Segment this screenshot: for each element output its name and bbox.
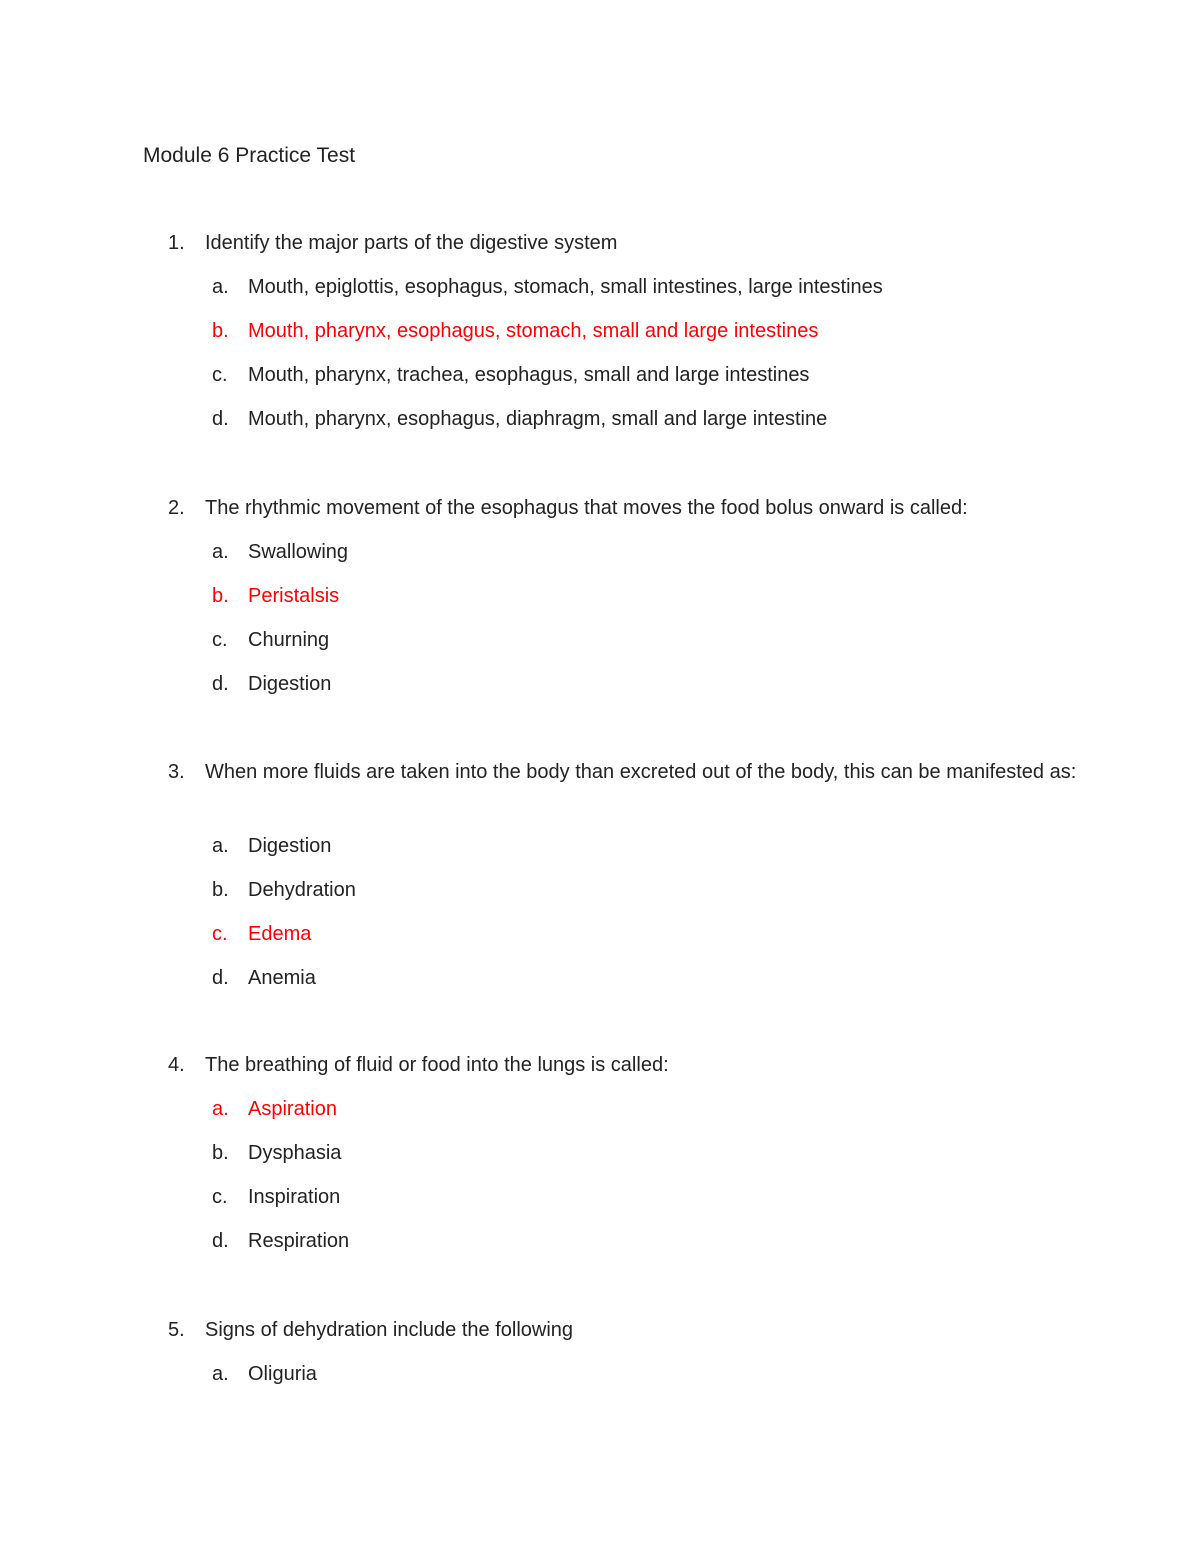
answer-option: [0, 1360, 1200, 1404]
answer-option: [0, 405, 1200, 449]
option-text: Mouth, epiglottis, esophagus, stomach, small intestines, large intestines: [248, 276, 883, 298]
answer-option: [0, 1227, 1200, 1271]
answer-option: [0, 538, 1200, 582]
option-text: Mouth, pharynx, trachea, esophagus, small and large intestines: [248, 364, 810, 386]
option-letter: d.: [212, 408, 229, 430]
answer-option-correct: [0, 1095, 1200, 1139]
question-4: [0, 1051, 1200, 1271]
question-number: 5.: [168, 1319, 185, 1341]
question-3: [0, 758, 1200, 1008]
question-text: Signs of dehydration include the following: [205, 1319, 574, 1341]
question-number: 1.: [168, 232, 185, 254]
answer-option: [0, 670, 1200, 714]
option-text: Inspiration: [248, 1186, 341, 1208]
question-text: Identify the major parts of the digestive system: [205, 232, 618, 254]
option-letter: b.: [212, 879, 229, 901]
option-letter: d.: [212, 967, 229, 989]
option-letter: b.: [212, 585, 229, 607]
answer-option: [0, 1139, 1200, 1183]
option-letter: b.: [212, 320, 229, 342]
answer-option: [0, 964, 1200, 1008]
option-letter: c.: [212, 923, 228, 945]
option-text: Edema: [248, 923, 312, 945]
option-text: Digestion: [248, 673, 332, 695]
answer-option: [0, 361, 1200, 405]
option-letter: a.: [212, 1363, 229, 1385]
option-text: Dysphasia: [248, 1142, 342, 1164]
answer-option-correct: [0, 582, 1200, 626]
option-text: Swallowing: [248, 541, 349, 563]
answer-option-correct: [0, 317, 1200, 361]
answer-option: [0, 626, 1200, 670]
option-text: Respiration: [248, 1230, 350, 1252]
option-letter: c.: [212, 364, 228, 386]
option-text: Aspiration: [248, 1098, 337, 1120]
question-number: 2.: [168, 497, 185, 519]
option-letter: a.: [212, 835, 229, 857]
option-text: Churning: [248, 629, 330, 651]
question-text: The breathing of fluid or food into the lungs is called:: [205, 1054, 669, 1076]
option-letter: d.: [212, 1230, 229, 1252]
option-letter: a.: [212, 1098, 229, 1120]
answer-option: [0, 273, 1200, 317]
question-number: 4.: [168, 1054, 185, 1076]
option-letter: d.: [212, 673, 229, 695]
question-5: [0, 1316, 1200, 1404]
option-letter: a.: [212, 541, 229, 563]
option-text: Anemia: [248, 967, 316, 989]
option-text: Dehydration: [248, 879, 356, 901]
option-text: Mouth, pharynx, esophagus, diaphragm, small and large intestine: [248, 408, 828, 430]
question-1: [0, 229, 1200, 449]
option-text: Digestion: [248, 835, 332, 857]
answer-option-correct: [0, 920, 1200, 964]
page-title: Module 6 Practice Test: [143, 144, 356, 167]
answer-option: [0, 832, 1200, 876]
question-number: 3.: [168, 761, 185, 783]
option-letter: b.: [212, 1142, 229, 1164]
option-letter: a.: [212, 276, 229, 298]
option-text: Mouth, pharynx, esophagus, stomach, small and large intestines: [248, 320, 819, 342]
option-letter: c.: [212, 629, 228, 651]
answer-option: [0, 1183, 1200, 1227]
question-2: [0, 494, 1200, 714]
option-letter: c.: [212, 1186, 228, 1208]
question-text: When more fluids are taken into the body than excreted out of the body, this can be manifested as:: [205, 761, 1077, 783]
question-text: The rhythmic movement of the esophagus that moves the food bolus onward is called:: [205, 497, 968, 519]
option-text: Peristalsis: [248, 585, 340, 607]
option-text: Oliguria: [248, 1363, 317, 1385]
answer-option: [0, 876, 1200, 920]
